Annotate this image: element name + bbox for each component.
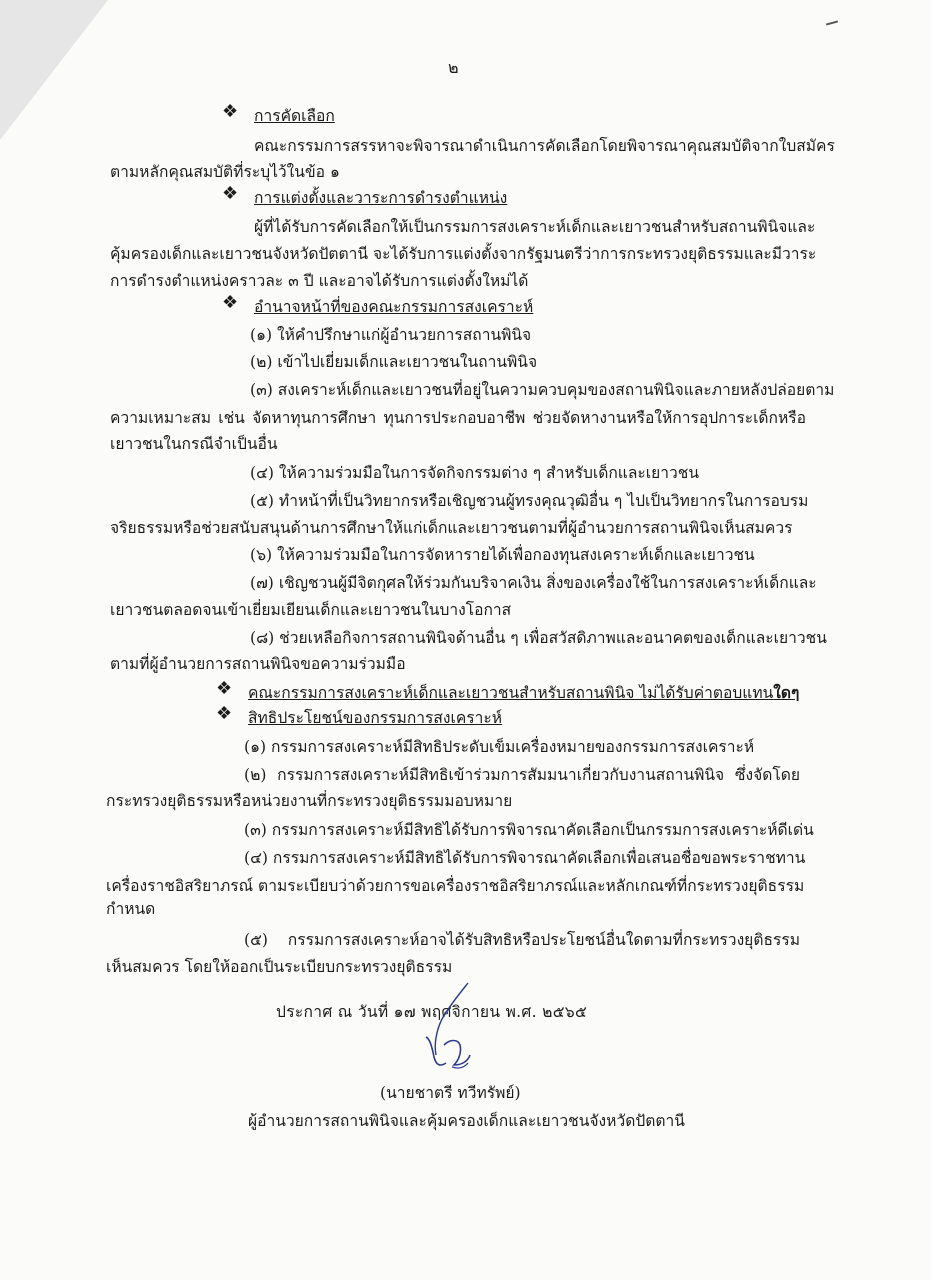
benefit-item-5-line1: (๕) กรรมการสงเคราะห์อาจได้รับสิทธิหรือประโยชน์อื่นใดตามที่กระทรวงยุติธรรม bbox=[244, 931, 800, 949]
benefit-item-1: (๑) กรรมการสงเคราะห์มีสิทธิประดับเข็มเครื่องหมายของกรรมการสงเคราะห์ bbox=[244, 738, 755, 756]
duty-item-3-line2: ความเหมาะสม เช่น จัดหาทุนการศึกษา ทุนการประกอบอาชีพ ช่วยจัดหางานหรือให้การอุปการะเด็กหรือ bbox=[110, 409, 806, 427]
no-compensation-emphasis: ใดๆ bbox=[773, 683, 800, 702]
duty-item-7-line2: เยาวชนตลอดจนเข้าเยี่ยมเยียนเด็กและเยาวชนในบางโอกาส bbox=[110, 601, 512, 619]
section-heading-no-compensation bbox=[248, 683, 799, 703]
benefit-item-4-line2: เครื่องราชอิสริยาภรณ์ ตามระเบียบว่าด้วยการขอเครื่องราชอิสริยาภรณ์และหลักเกณฑ์ที่กระทรวงยุติธรรม bbox=[106, 877, 805, 895]
duty-item-3-line1: (๓) สงเคราะห์เด็กและเยาวชนที่อยู่ในความควบคุมของสถานพินิจและภายหลังปล่อยตาม bbox=[250, 381, 835, 399]
duty-item-8-line2: ตามที่ผู้อำนวยการสถานพินิจขอความร่วมมือ bbox=[110, 655, 406, 673]
benefit-item-5-line2: เห็นสมควร โดยให้ออกเป็นระเบียบกระทรวงยุติธรรม bbox=[106, 958, 453, 976]
duty-item-4: (๔) ให้ความร่วมมือในการจัดกิจกรรมต่าง ๆ สำหรับเด็กและเยาวชน bbox=[250, 464, 699, 482]
benefit-item-4-line3: กำหนด bbox=[106, 900, 156, 918]
appointment-line3: การดำรงตำแหน่งคราวละ ๓ ปี และอาจได้รับการแต่งตั้งใหม่ได้ bbox=[110, 272, 529, 290]
page-number: ๒ bbox=[448, 58, 459, 77]
duty-item-2: (๒) เข้าไปเยี่ยมเด็กและเยาวชนในถานพินิจ bbox=[250, 353, 538, 371]
section-heading-appointment: การแต่งตั้งและวาระการดำรงตำแหน่ง bbox=[254, 189, 508, 207]
appointment-line2: คุ้มครองเด็กและเยาวชนจังหวัดปัตตานี จะได้รับการแต่งตั้งจากรัฐมนตรีว่าการกระทรวงยุติธรรมและมีวาระ bbox=[110, 245, 817, 263]
signer-name: (นายชาตรี ทวีทรัพย์) bbox=[380, 1084, 521, 1102]
benefit-item-3: (๓) กรรมการสงเคราะห์มีสิทธิได้รับการพิจารณาคัดเลือกเป็นกรรมการสงเคราะห์ดีเด่น bbox=[244, 821, 814, 839]
announcement-date: ประกาศ ณ วันที่ ๑๗ พฤศจิกายน พ.ศ. ๒๕๖๕ bbox=[276, 1003, 588, 1021]
diamond-bullet-icon: ❖ bbox=[222, 101, 239, 122]
diamond-bullet-icon: ❖ bbox=[222, 292, 239, 313]
duty-item-5-line1: (๕) ทำหน้าที่เป็นวิทยากรหรือเชิญชวนผู้ทรงคุณวุฒิอื่น ๆ ไปเป็นวิทยากรในการอบรม bbox=[250, 492, 809, 510]
appointment-line1: ผู้ที่ได้รับการคัดเลือกให้เป็นกรรมการสงเคราะห์เด็กและเยาวชนสำหรับสถานพินิจและ bbox=[254, 218, 816, 236]
signer-position: ผู้อำนวยการสถานพินิจและคุ้มครองเด็กและเยาวชนจังหวัดปัตตานี bbox=[248, 1112, 685, 1130]
duty-item-3-line3: เยาวชนในกรณีจำเป็นอื่น bbox=[110, 435, 278, 453]
selection-paragraph-line1: คณะกรรมการสรรหาจะพิจารณาดำเนินการคัดเลือกโดยพิจารณาคุณสมบัติจากใบสมัคร bbox=[254, 137, 835, 155]
diamond-bullet-icon: ❖ bbox=[216, 703, 233, 724]
duty-item-8-line1: (๘) ช่วยเหลือกิจการสถานพินิจด้านอื่น ๆ เพื่อสวัสดิภาพและอนาคตของเด็กและเยาวชน bbox=[250, 629, 827, 647]
section-heading-duties: อำนาจหน้าที่ของคณะกรรมการสงเคราะห์ bbox=[254, 298, 534, 316]
diamond-bullet-icon: ❖ bbox=[222, 183, 239, 204]
diamond-bullet-icon: ❖ bbox=[216, 678, 233, 699]
duty-item-1: (๑) ให้คำปรึกษาแก่ผู้อำนวยการสถานพินิจ bbox=[250, 326, 532, 344]
duty-item-7-line1: (๗) เชิญชวนผู้มีจิตกุศลให้ร่วมกันบริจาคเงิน สิ่งของเครื่องใช้ในการสงเคราะห์เด็กและ bbox=[250, 574, 817, 592]
section-heading-benefits: สิทธิประโยชน์ของกรรมการสงเคราะห์ bbox=[248, 709, 503, 727]
duty-item-6: (๖) ให้ความร่วมมือในการจัดหารายได้เพื่อกองทุนสงเคราะห์เด็กและเยาวชน bbox=[250, 546, 755, 564]
page-fold-corner bbox=[0, 0, 108, 140]
benefit-item-4-line1: (๔) กรรมการสงเคราะห์มีสิทธิได้รับการพิจารณาคัดเลือกเพื่อเสนอชื่อขอพระราชทาน bbox=[244, 849, 806, 867]
duty-item-5-line2: จริยธรรมหรือช่วยสนับสนุนด้านการศึกษาให้แก่เด็กและเยาวชนตามที่ผู้อำนวยการสถานพินิจเห็นสมควร bbox=[110, 519, 793, 537]
signature-image bbox=[424, 975, 494, 1075]
benefit-item-2-line2: กระทรวงยุติธรรมหรือหน่วยงานที่กระทรวงยุติธรรมมอบหมาย bbox=[106, 792, 513, 810]
no-compensation-text: คณะกรรมการสงเคราะห์เด็กและเยาวชนสำหรับสถานพินิจ ไม่ได้รับค่าตอบแทน bbox=[248, 684, 774, 702]
selection-paragraph-line2: ตามหลักคุณสมบัติที่ระบุไว้ในข้อ ๑ bbox=[110, 163, 340, 181]
benefit-item-2-line1: (๒) กรรมการสงเคราะห์มีสิทธิเข้าร่วมการสัมมนาเกี่ยวกับงานสถานพินิจ ซึ่งจัดโดย bbox=[244, 766, 800, 784]
section-heading-selection: การคัดเลือก bbox=[254, 107, 335, 125]
scan-mark bbox=[826, 20, 838, 25]
